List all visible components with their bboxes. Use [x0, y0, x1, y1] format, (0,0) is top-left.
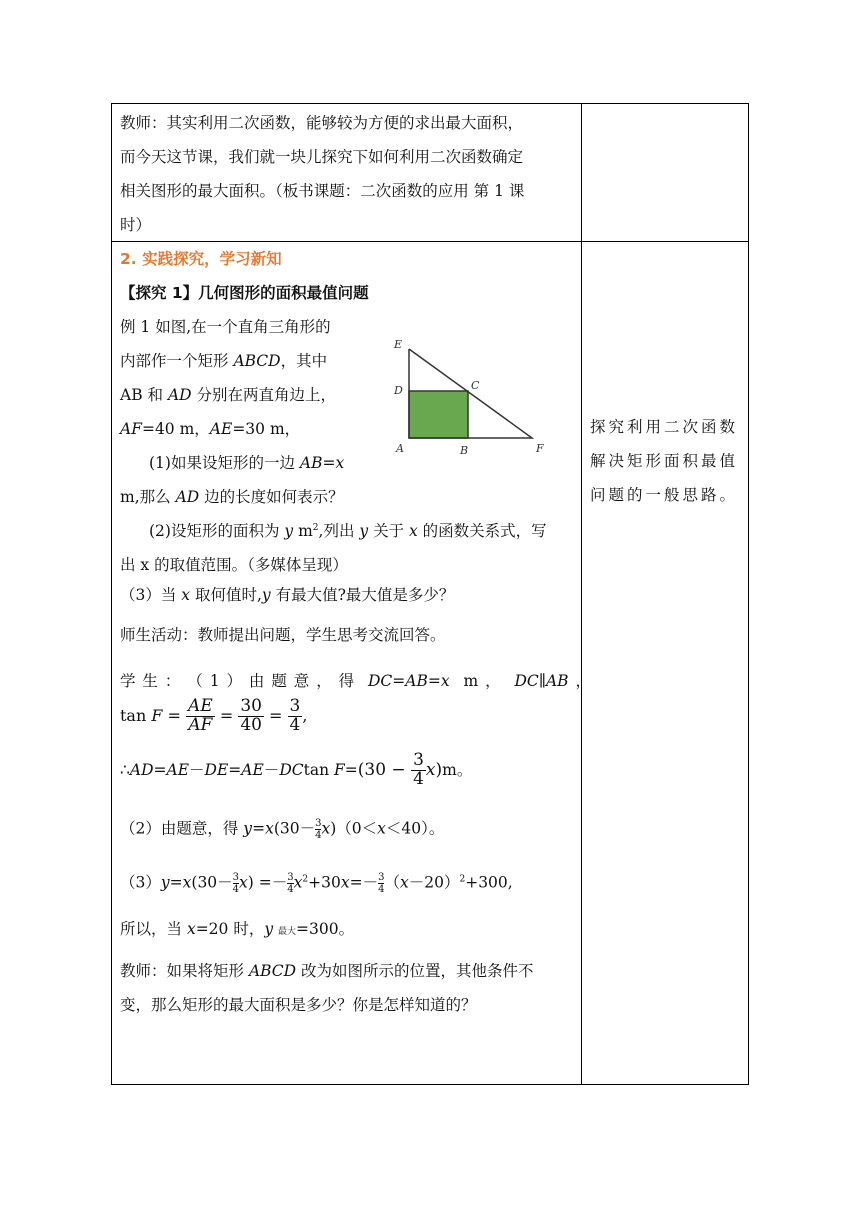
question-1b: m,那么 AD 边的长度如何表示？	[120, 488, 344, 506]
student-line-5: （3）y=x(30－ $\frac{3}{4}$ x) =－ $\frac{3}{4}$ $x^2+30x=-$ $\frac{3}{4}$ $(x-20)^2+300$,	[120, 872, 513, 895]
label-f: F	[536, 442, 544, 455]
example-line-1: 例 1 如图,在一个直角三角形的	[120, 318, 331, 336]
note-line-1: 探究利用二次函数	[590, 418, 739, 436]
section-title: 2. 实践探究，学习新知	[120, 250, 282, 268]
row-divider	[112, 241, 748, 242]
activity-line: 师生活动：教师提出问题，学生思考交流回答。	[120, 626, 446, 644]
label-c: C	[471, 379, 480, 392]
triangle-rectangle-figure	[382, 332, 552, 457]
teacher-line-2: 而今天这节课，我们就一块儿探究下如何利用二次函数确定	[120, 148, 524, 166]
student-line-4: （2）由题意，得 y=x(30－ $\frac{3}{4}$ x)（0＜x＜40）。	[120, 818, 445, 841]
teacher-line-3: 相关图形的最大面积。（板书课题：二次函数的应用 第 1 课	[120, 182, 525, 200]
example-line-4: AF=40 m，AE=30 m，	[120, 420, 301, 438]
teacher-line-4: 时）	[120, 216, 152, 234]
student-line-3: ∴AD=AE－DE=AE－DCtan F=(30 − $\frac{3}{4}$ x)m。	[120, 750, 473, 789]
tan-equation: tan F = $\frac{AE}{AF}$ = $\frac{30}{40}$ = $\frac{3}{4}$ ,	[120, 696, 308, 735]
teacher2-line-2: 变，那么矩形的最大面积是多少？你是怎样知道的？	[120, 996, 477, 1014]
lesson-table	[111, 103, 749, 1085]
label-a: A	[396, 442, 404, 455]
student-line-6: 所以，当 x=20 时，y 最大=300。	[120, 920, 355, 938]
label-d: D	[394, 384, 403, 397]
note-line-2: 解决矩形面积最值	[590, 452, 739, 470]
student-line-1: 学 生 ： （ 1 ） 由 题 意 ， 得 DC=AB=x m ， DC∥AB ，	[120, 672, 591, 690]
teacher2-line-1: 教师：如果将矩形 ABCD 改为如图所示的位置，其他条件不	[120, 962, 534, 980]
question-1a: (1)如果设矩形的一边 AB=x	[149, 454, 345, 472]
question-3: （3）当 x 取何值时,y 有最大值?最大值是多少？	[120, 586, 455, 604]
label-b: B	[460, 444, 469, 457]
question-2a: (2)设矩形的面积为 y $m^2$,列出 y 关于 x 的函数关系式，写	[149, 522, 547, 541]
explore-title: 【探究 1】几何图形的面积最值问题	[120, 284, 369, 302]
example-line-2: 内部作一个矩形 ABCD，其中	[120, 352, 328, 370]
example-line-3: AB 和 AD 分别在两直角边上，	[120, 386, 337, 404]
column-divider	[581, 104, 582, 1084]
label-e: E	[394, 338, 403, 351]
note-line-3: 问题的一般思路。	[590, 486, 739, 504]
teacher-line-1: 教师：其实利用二次函数，能够较为方便的求出最大面积，	[120, 114, 524, 132]
question-2b: 出 x 的取值范围。（多媒体呈现）	[120, 556, 348, 574]
rectangle-abcd	[409, 391, 468, 438]
